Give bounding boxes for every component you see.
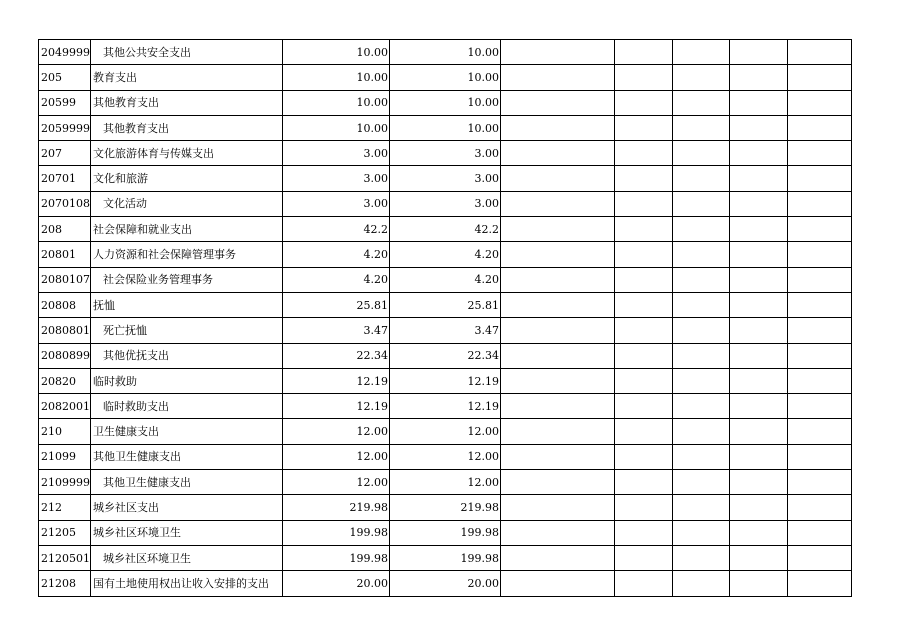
empty-cell xyxy=(615,571,673,596)
empty-cell xyxy=(788,267,852,292)
table-row xyxy=(39,166,852,191)
amount-budget-cell: 25.81 xyxy=(390,292,501,317)
empty-cell xyxy=(615,292,673,317)
empty-cell xyxy=(615,444,673,469)
amount-total-cell: 25.81 xyxy=(283,292,390,317)
table-row xyxy=(39,318,852,343)
empty-cell xyxy=(673,267,730,292)
amount-budget-cell: 10.00 xyxy=(390,115,501,140)
account-code-cell: 2059999 xyxy=(39,115,91,140)
amount-total-cell: 199.98 xyxy=(283,520,390,545)
empty-cell xyxy=(615,368,673,393)
account-name-cell: 文化和旅游 xyxy=(91,166,283,191)
empty-cell xyxy=(788,545,852,570)
empty-cell xyxy=(788,191,852,216)
account-name-cell: 死亡抚恤 xyxy=(91,318,283,343)
empty-cell xyxy=(615,318,673,343)
amount-total-cell: 12.19 xyxy=(283,368,390,393)
amount-budget-cell: 12.00 xyxy=(390,444,501,469)
table-row xyxy=(39,520,852,545)
account-name-cell: 临时救助 xyxy=(91,368,283,393)
empty-cell xyxy=(788,217,852,242)
empty-cell xyxy=(788,444,852,469)
amount-budget-cell: 4.20 xyxy=(390,267,501,292)
empty-cell xyxy=(788,292,852,317)
amount-total-cell: 12.19 xyxy=(283,394,390,419)
table-row xyxy=(39,444,852,469)
table-row xyxy=(39,115,852,140)
account-code-cell: 2120501 xyxy=(39,545,91,570)
empty-cell xyxy=(673,571,730,596)
empty-cell xyxy=(501,444,615,469)
empty-cell xyxy=(615,115,673,140)
account-code-cell: 20701 xyxy=(39,166,91,191)
amount-budget-cell: 42.2 xyxy=(390,217,501,242)
account-name-cell: 其他公共安全支出 xyxy=(91,40,283,65)
empty-cell xyxy=(673,90,730,115)
empty-cell xyxy=(730,242,788,267)
table-row xyxy=(39,571,852,596)
empty-cell xyxy=(615,217,673,242)
empty-cell xyxy=(615,191,673,216)
account-code-cell: 20808 xyxy=(39,292,91,317)
empty-cell xyxy=(501,318,615,343)
empty-cell xyxy=(673,318,730,343)
empty-cell xyxy=(501,343,615,368)
empty-cell xyxy=(788,495,852,520)
empty-cell xyxy=(615,267,673,292)
empty-cell xyxy=(673,470,730,495)
empty-cell xyxy=(730,191,788,216)
account-name-cell: 其他教育支出 xyxy=(91,115,283,140)
empty-cell xyxy=(673,40,730,65)
empty-cell xyxy=(673,419,730,444)
account-name-cell: 卫生健康支出 xyxy=(91,419,283,444)
account-code-cell: 20820 xyxy=(39,368,91,393)
amount-budget-cell: 4.20 xyxy=(390,242,501,267)
empty-cell xyxy=(788,242,852,267)
empty-cell xyxy=(615,90,673,115)
table-row xyxy=(39,191,852,216)
empty-cell xyxy=(501,65,615,90)
empty-cell xyxy=(501,520,615,545)
account-code-cell: 207 xyxy=(39,141,91,166)
empty-cell xyxy=(673,545,730,570)
amount-total-cell: 3.00 xyxy=(283,141,390,166)
amount-budget-cell: 3.00 xyxy=(390,141,501,166)
amount-budget-cell: 219.98 xyxy=(390,495,501,520)
table-row xyxy=(39,470,852,495)
account-name-cell: 文化旅游体育与传媒支出 xyxy=(91,141,283,166)
table-body xyxy=(39,40,852,597)
empty-cell xyxy=(501,267,615,292)
amount-total-cell: 199.98 xyxy=(283,545,390,570)
amount-total-cell: 10.00 xyxy=(283,90,390,115)
empty-cell xyxy=(730,545,788,570)
empty-cell xyxy=(730,166,788,191)
empty-cell xyxy=(673,65,730,90)
table-row xyxy=(39,65,852,90)
amount-budget-cell: 12.19 xyxy=(390,368,501,393)
amount-budget-cell: 12.00 xyxy=(390,419,501,444)
account-name-cell: 其他卫生健康支出 xyxy=(91,444,283,469)
empty-cell xyxy=(730,520,788,545)
empty-cell xyxy=(730,65,788,90)
amount-total-cell: 3.00 xyxy=(283,191,390,216)
empty-cell xyxy=(788,40,852,65)
empty-cell xyxy=(501,394,615,419)
empty-cell xyxy=(788,65,852,90)
table-row xyxy=(39,545,852,570)
empty-cell xyxy=(788,394,852,419)
account-code-cell: 2080801 xyxy=(39,318,91,343)
empty-cell xyxy=(730,267,788,292)
empty-cell xyxy=(501,419,615,444)
account-name-cell: 城乡社区环境卫生 xyxy=(91,520,283,545)
empty-cell xyxy=(730,394,788,419)
table-row xyxy=(39,90,852,115)
amount-total-cell: 219.98 xyxy=(283,495,390,520)
empty-cell xyxy=(673,368,730,393)
account-code-cell: 210 xyxy=(39,419,91,444)
empty-cell xyxy=(788,115,852,140)
account-code-cell: 21205 xyxy=(39,520,91,545)
empty-cell xyxy=(788,571,852,596)
amount-total-cell: 10.00 xyxy=(283,65,390,90)
empty-cell xyxy=(615,141,673,166)
empty-cell xyxy=(730,141,788,166)
empty-cell xyxy=(615,343,673,368)
amount-budget-cell: 3.00 xyxy=(390,166,501,191)
empty-cell xyxy=(788,318,852,343)
empty-cell xyxy=(730,90,788,115)
empty-cell xyxy=(673,394,730,419)
amount-budget-cell: 22.34 xyxy=(390,343,501,368)
empty-cell xyxy=(501,571,615,596)
empty-cell xyxy=(673,343,730,368)
empty-cell xyxy=(788,470,852,495)
empty-cell xyxy=(730,40,788,65)
table-row xyxy=(39,343,852,368)
empty-cell xyxy=(615,40,673,65)
empty-cell xyxy=(615,419,673,444)
empty-cell xyxy=(501,141,615,166)
account-name-cell: 社会保障和就业支出 xyxy=(91,217,283,242)
empty-cell xyxy=(615,470,673,495)
table-row xyxy=(39,141,852,166)
empty-cell xyxy=(673,191,730,216)
table-row xyxy=(39,242,852,267)
empty-cell xyxy=(673,115,730,140)
account-name-cell: 教育支出 xyxy=(91,65,283,90)
account-name-cell: 国有土地使用权出让收入安排的支出 xyxy=(91,571,283,596)
amount-budget-cell: 3.00 xyxy=(390,191,501,216)
amount-budget-cell: 12.00 xyxy=(390,470,501,495)
amount-total-cell: 12.00 xyxy=(283,419,390,444)
empty-cell xyxy=(501,217,615,242)
budget-table xyxy=(38,39,852,597)
table-row xyxy=(39,419,852,444)
account-name-cell: 抚恤 xyxy=(91,292,283,317)
empty-cell xyxy=(730,470,788,495)
empty-cell xyxy=(615,242,673,267)
account-name-cell: 其他卫生健康支出 xyxy=(91,470,283,495)
table-row xyxy=(39,394,852,419)
empty-cell xyxy=(788,368,852,393)
amount-budget-cell: 199.98 xyxy=(390,545,501,570)
amount-total-cell: 42.2 xyxy=(283,217,390,242)
empty-cell xyxy=(673,444,730,469)
amount-budget-cell: 3.47 xyxy=(390,318,501,343)
amount-budget-cell: 10.00 xyxy=(390,65,501,90)
empty-cell xyxy=(788,419,852,444)
empty-cell xyxy=(673,495,730,520)
empty-cell xyxy=(615,65,673,90)
empty-cell xyxy=(501,191,615,216)
amount-total-cell: 22.34 xyxy=(283,343,390,368)
table-row xyxy=(39,368,852,393)
account-code-cell: 2080899 xyxy=(39,343,91,368)
empty-cell xyxy=(788,90,852,115)
amount-total-cell: 4.20 xyxy=(283,242,390,267)
empty-cell xyxy=(730,444,788,469)
empty-cell xyxy=(730,419,788,444)
empty-cell xyxy=(501,166,615,191)
account-code-cell: 205 xyxy=(39,65,91,90)
empty-cell xyxy=(501,242,615,267)
account-code-cell: 212 xyxy=(39,495,91,520)
table-row xyxy=(39,267,852,292)
empty-cell xyxy=(673,141,730,166)
empty-cell xyxy=(788,166,852,191)
table-row xyxy=(39,292,852,317)
empty-cell xyxy=(673,242,730,267)
account-name-cell: 城乡社区环境卫生 xyxy=(91,545,283,570)
amount-total-cell: 10.00 xyxy=(283,40,390,65)
empty-cell xyxy=(615,166,673,191)
empty-cell xyxy=(673,520,730,545)
account-code-cell: 208 xyxy=(39,217,91,242)
account-name-cell: 文化活动 xyxy=(91,191,283,216)
empty-cell xyxy=(730,571,788,596)
empty-cell xyxy=(615,495,673,520)
empty-cell xyxy=(730,318,788,343)
empty-cell xyxy=(501,368,615,393)
amount-total-cell: 3.47 xyxy=(283,318,390,343)
account-code-cell: 21099 xyxy=(39,444,91,469)
empty-cell xyxy=(501,470,615,495)
amount-budget-cell: 10.00 xyxy=(390,40,501,65)
table-row xyxy=(39,217,852,242)
account-name-cell: 其他教育支出 xyxy=(91,90,283,115)
empty-cell xyxy=(730,115,788,140)
empty-cell xyxy=(615,394,673,419)
empty-cell xyxy=(673,217,730,242)
empty-cell xyxy=(501,115,615,140)
empty-cell xyxy=(730,292,788,317)
empty-cell xyxy=(615,520,673,545)
empty-cell xyxy=(501,495,615,520)
empty-cell xyxy=(730,368,788,393)
table-row xyxy=(39,495,852,520)
account-code-cell: 20801 xyxy=(39,242,91,267)
empty-cell xyxy=(730,217,788,242)
account-name-cell: 社会保险业务管理事务 xyxy=(91,267,283,292)
empty-cell xyxy=(788,343,852,368)
amount-budget-cell: 12.19 xyxy=(390,394,501,419)
empty-cell xyxy=(730,495,788,520)
amount-total-cell: 10.00 xyxy=(283,115,390,140)
empty-cell xyxy=(673,166,730,191)
amount-total-cell: 4.20 xyxy=(283,267,390,292)
account-code-cell: 2049999 xyxy=(39,40,91,65)
amount-total-cell: 12.00 xyxy=(283,470,390,495)
empty-cell xyxy=(730,343,788,368)
amount-total-cell: 12.00 xyxy=(283,444,390,469)
account-code-cell: 21208 xyxy=(39,571,91,596)
amount-budget-cell: 20.00 xyxy=(390,571,501,596)
empty-cell xyxy=(615,545,673,570)
account-code-cell: 2082001 xyxy=(39,394,91,419)
account-code-cell: 2109999 xyxy=(39,470,91,495)
account-name-cell: 临时救助支出 xyxy=(91,394,283,419)
account-name-cell: 其他优抚支出 xyxy=(91,343,283,368)
account-code-cell: 2070108 xyxy=(39,191,91,216)
empty-cell xyxy=(788,520,852,545)
account-code-cell: 20599 xyxy=(39,90,91,115)
table-row xyxy=(39,40,852,65)
account-name-cell: 城乡社区支出 xyxy=(91,495,283,520)
empty-cell xyxy=(788,141,852,166)
amount-total-cell: 3.00 xyxy=(283,166,390,191)
account-name-cell: 人力资源和社会保障管理事务 xyxy=(91,242,283,267)
amount-total-cell: 20.00 xyxy=(283,571,390,596)
empty-cell xyxy=(501,545,615,570)
empty-cell xyxy=(501,40,615,65)
amount-budget-cell: 199.98 xyxy=(390,520,501,545)
amount-budget-cell: 10.00 xyxy=(390,90,501,115)
empty-cell xyxy=(501,292,615,317)
empty-cell xyxy=(673,292,730,317)
empty-cell xyxy=(501,90,615,115)
account-code-cell: 2080107 xyxy=(39,267,91,292)
